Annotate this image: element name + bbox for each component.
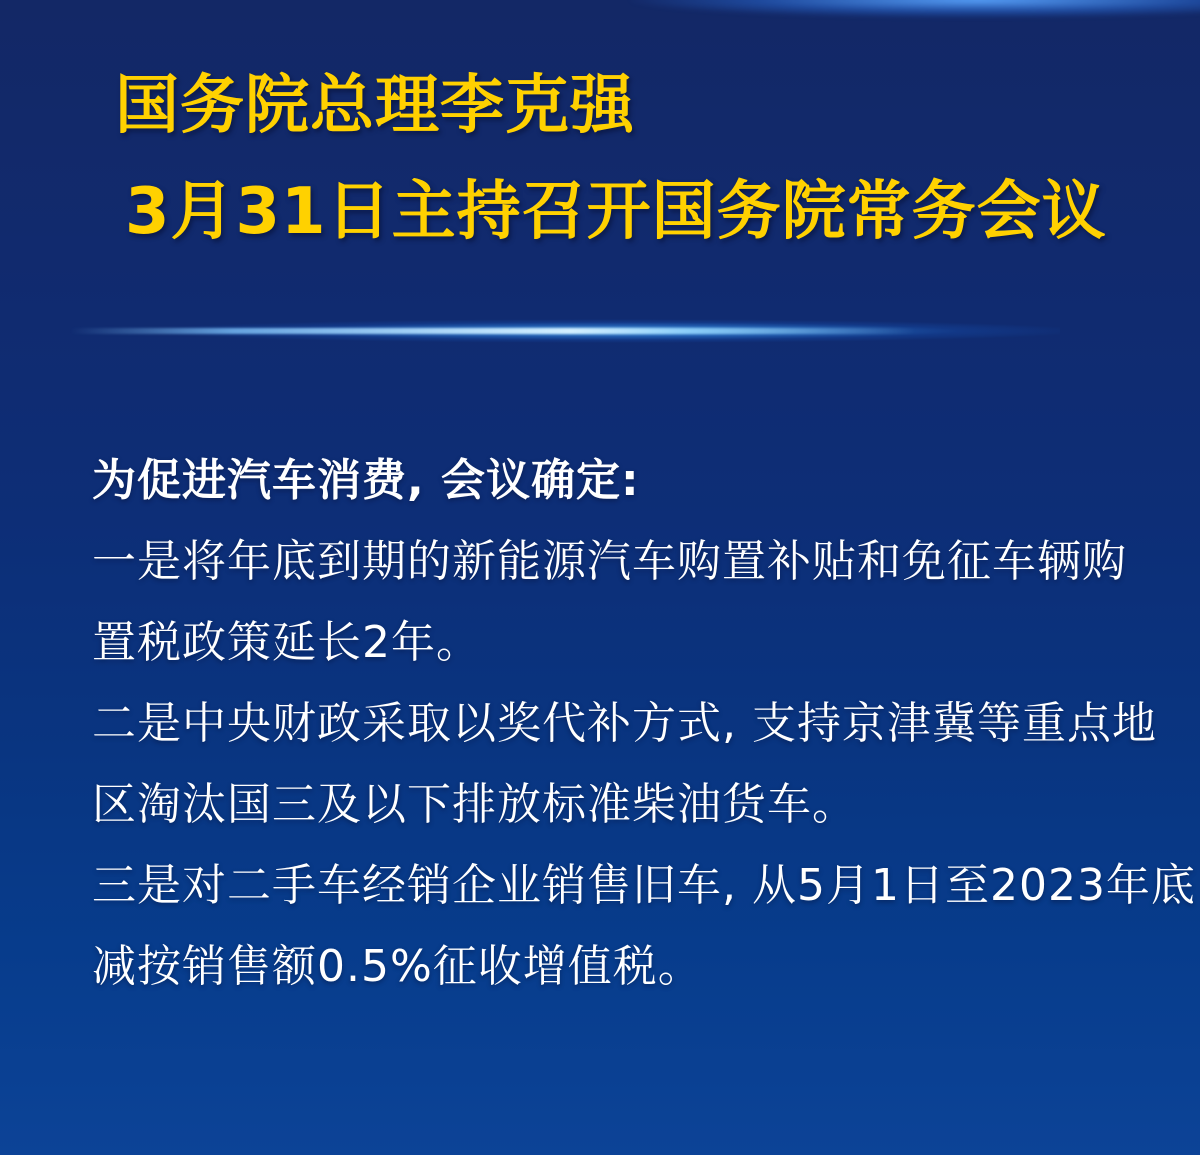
summary-line-3: 二是中央财政采取以奖代补方式, 支持京津冀等重点地 (92, 698, 1157, 749)
summary-line-1: 一是将年底到期的新能源汽车购置补贴和免征车辆购 (92, 536, 1127, 587)
summary-line-6: 减按销售额0.5%征收增值税。 (92, 941, 703, 992)
divider-light-beam (0, 312, 1200, 350)
divider-core (70, 328, 980, 334)
summary-line-2: 置税政策延长2年。 (92, 617, 481, 668)
summary-line-5: 三是对二手车经销企业销售旧车, 从5月1日至2023年底 (92, 860, 1196, 911)
summary-line-4: 区淘汰国三及以下排放标准柴油货车。 (92, 779, 857, 830)
meeting-summary (92, 440, 1196, 1007)
summary-heading: 为促进汽车消费, 会议确定: (92, 455, 640, 506)
title-block (115, 70, 1107, 249)
title-line-meeting-date: 3月31日主持召开国务院常务会议 (125, 174, 1107, 249)
title-line-premier: 国务院总理李克强 (115, 69, 635, 143)
top-edge-light-streak (630, 0, 1200, 18)
